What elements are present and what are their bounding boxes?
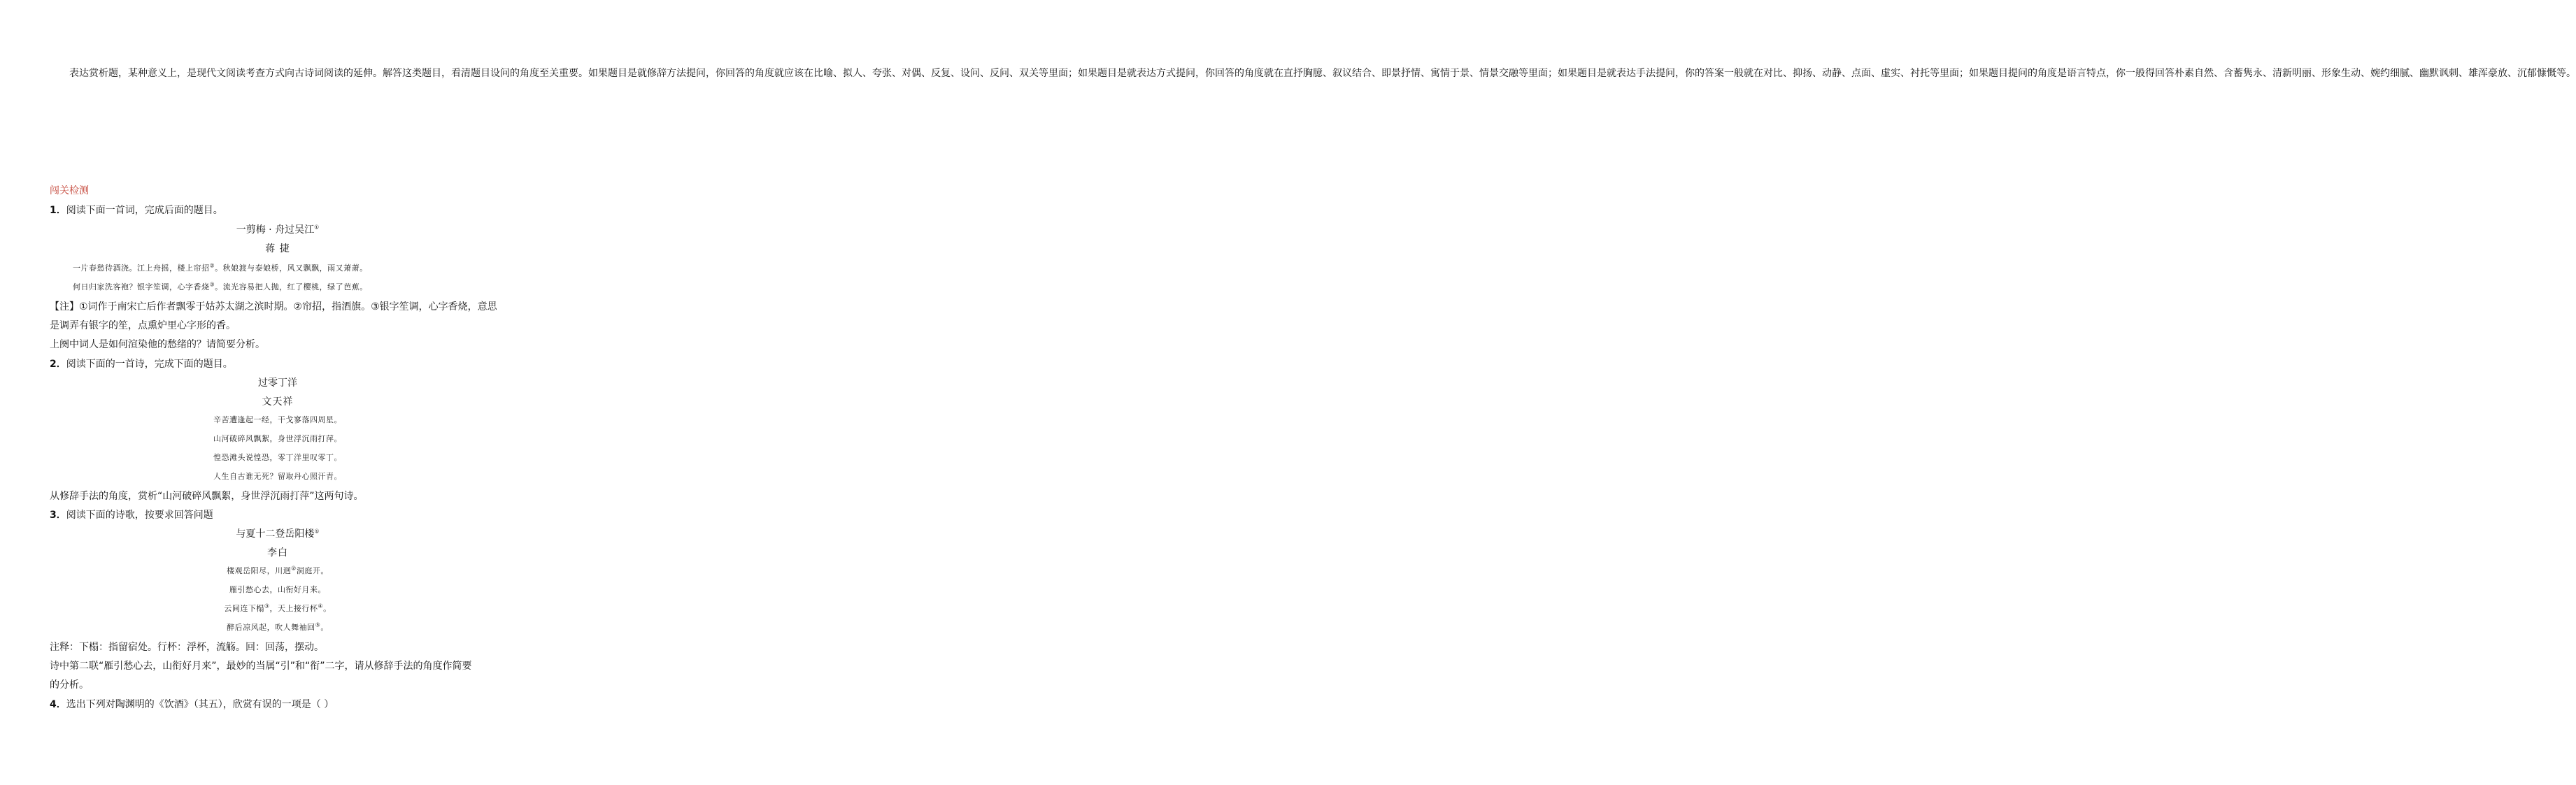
question-3-prompt (50, 507, 213, 521)
prompt-text: 阅读下面一首词，完成后面的题目。 (66, 205, 223, 216)
poem-title-text: 与夏十二登岳阳楼 (236, 528, 315, 540)
footnote-mark: ① (314, 224, 320, 231)
question-number: 2． (50, 359, 66, 370)
poem-3-note: 注释：下榻：指留宿处。行杯：浮杯，流觞。回：回荡，摆动。 (50, 642, 324, 653)
footnote-mark: ② (291, 565, 297, 572)
prompt-text: 选出下列对陶渊明的《饮酒》（其五），欣赏有误的一项是（ ） (66, 699, 334, 710)
footnote-mark: ④ (318, 603, 324, 610)
prompt-text: 阅读下面的诗歌，按要求回答问题 (66, 510, 213, 521)
question-1-prompt (50, 203, 223, 217)
poem-2-title: 过零丁洋 (258, 377, 297, 389)
poem-line-text: 何日归家洗客袍？银字笙调，心字香烧 (73, 282, 210, 291)
poem-3-line-2: 雁引愁心去，山衔好月来。 (229, 585, 326, 594)
poem-1-note-line-2: 是调弄有银字的笙，点熏炉里心字形的香。 (50, 320, 236, 331)
poem-line-text: 一片春愁待酒浇。江上舟摇，楼上帘招 (73, 264, 210, 273)
poem-line-text: 云间连下榻 (224, 604, 264, 613)
poem-title-text: 一剪梅 · 舟过吴江 (236, 224, 315, 236)
footnote-mark: ③ (209, 281, 215, 288)
footnote-mark: ① (314, 528, 320, 535)
poem-1-line-1 (73, 262, 368, 273)
poem-1-author: 蒋 捷 (265, 243, 290, 254)
poem-2-line-1: 辛苦遭逢起一经，干戈寥落四周星。 (213, 415, 342, 424)
question-2-text: 从修辞手法的角度，赏析“山河破碎风飘絮，身世浮沉雨打萍”这两句诗。 (50, 491, 364, 502)
poem-3-title (0, 526, 555, 540)
question-number: 1． (50, 205, 66, 216)
question-4-prompt (50, 697, 334, 711)
poem-3-line-1 (0, 565, 555, 576)
question-1-text: 上阕中词人是如何渲染他的愁绪的？请简要分析。 (50, 339, 265, 350)
poem-line-text: 。流光容易把人抛，红了樱桃，绿了芭蕉。 (215, 282, 368, 291)
question-number: 4． (50, 699, 66, 710)
poem-3-author: 李白 (267, 547, 288, 559)
footnote-mark: ② (209, 262, 215, 269)
poem-1-note-line-1: 【注】①词作于南宋亡后作者飘零于姑苏太湖之滨时期。②帘招，指酒旗。③银字笙调，心字香烧，意思 (50, 301, 497, 312)
intro-text: 表达赏析题，某种意义上，是现代文阅读考查方式向古诗词阅读的延伸。解答这类题目，看清题目设问的角度至关重要。如果题目是就修辞方法提问，你回答的角度就应该在比喻、拟人、夸张、对偶、反复、设问、反问、双关等里面；如果题目是就表达方式提问，你回答的角度就在直抒胸臆、叙议结合、即景抒情、寓情于景、情景交融等里面；如果题目是就表达手法提问，你的答案一般就在对比、抑扬、动静、点面、虚实、衬托等里面；如果题目提问的角度是语言特点，你一般得回答朴素自然、含蓄隽永、清新明丽、形象生动、婉约细腻、幽默讽刺、雄浑豪放、沉郁慷慨等。 (69, 68, 2576, 79)
poem-line-text: 醉后凉风起，吹人舞袖回 (227, 623, 315, 632)
poem-line-text: 。秋娘渡与泰娘桥，风又飘飘，雨又萧萧。 (215, 264, 368, 273)
question-number: 3． (50, 510, 66, 521)
poem-line-text: 楼观岳阳尽，川迥 (227, 566, 292, 575)
intro-paragraph (50, 64, 2576, 83)
question-3-text-line-2: 的分析。 (50, 679, 89, 691)
poem-2-line-4: 人生自古谁无死？留取丹心照汗青。 (213, 472, 342, 481)
poem-line-text: 。 (323, 604, 332, 613)
section-title: 闯关检测 (50, 185, 89, 196)
poem-line-text: 洞庭开。 (296, 566, 329, 575)
poem-3-line-4 (0, 621, 555, 633)
poem-2-line-2: 山河破碎风飘絮，身世浮沉雨打萍。 (213, 434, 342, 443)
question-2-prompt (50, 357, 233, 370)
footnote-mark: ③ (264, 603, 270, 610)
poem-1-line-2 (73, 281, 368, 292)
poem-line-text: 。 (320, 623, 329, 632)
question-3-text-line-1: 诗中第二联“雁引愁心去，山衔好月来”，最妙的当属“引”和“衔”二字，请从修辞手法的角度作简要 (50, 661, 472, 672)
poem-line-text: ，天上接行杯 (269, 604, 318, 613)
poem-3-line-3 (0, 603, 555, 614)
poem-1-title (0, 222, 555, 236)
prompt-text: 阅读下面的一首诗，完成下面的题目。 (66, 359, 233, 370)
footnote-mark: ⑤ (315, 621, 321, 628)
poem-2-line-3: 惶恐滩头说惶恐，零丁洋里叹零丁。 (213, 453, 342, 462)
poem-2-author: 文天祥 (262, 396, 294, 408)
